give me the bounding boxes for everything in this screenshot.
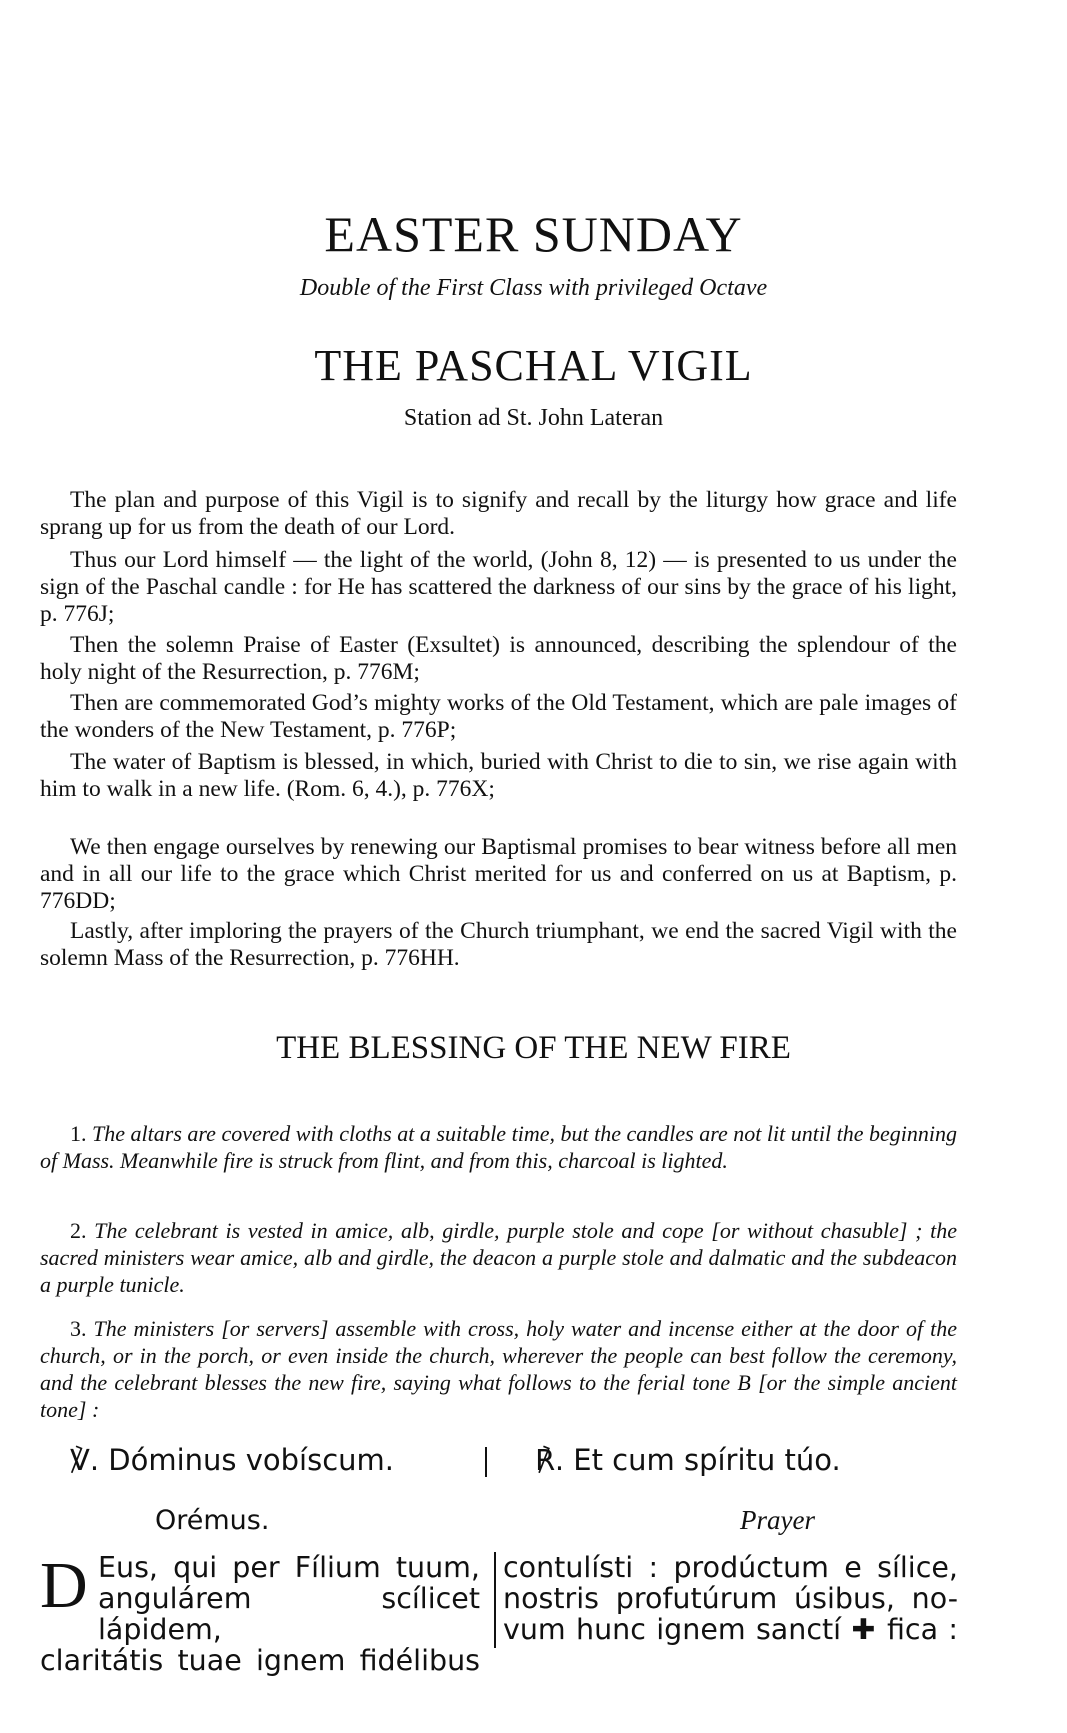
dialog-divider [485, 1447, 487, 1477]
intro-paragraph: Thus our Lord himself — the light of the world, (John 8, 12) — is presented to us under the sign of the Paschal candle : for He has scattered the darkness of our sins by the grace of his light, p. 776J; [40, 547, 957, 627]
station-line: Station ad St. John Lateran [403, 405, 664, 431]
rubric-number: 1. [70, 1121, 87, 1146]
prayer-line: Eus, qui per Fílium tuum, [98, 1551, 480, 1584]
rubric-number: 2. [70, 1218, 87, 1243]
blessing-heading: THE BLESSING OF THE NEW FIRE [276, 1030, 791, 1066]
oremus-label: Orémus. [155, 1505, 270, 1536]
prayer-left-column [40, 1549, 480, 1677]
response: ℟. Et cum spíritu túo. [535, 1443, 841, 1477]
column-divider [494, 1552, 496, 1648]
prayer-line: nostris profutúrum úsibus, no- [503, 1582, 958, 1615]
page-title: EASTER SUNDAY [324, 206, 743, 262]
prayer-label: Prayer [740, 1505, 815, 1535]
intro-paragraph: The water of Baptism is blessed, in which, buried with Christ to die to sin, we rise again with him to walk in a new life. (Rom. 6, 4.), p. 776X; [40, 749, 957, 802]
rubric-paragraph [40, 1315, 957, 1423]
intro-paragraph: The plan and purpose of this Vigil is to signify and recall by the liturgy how grace and life sprang up for us from the death of our Lord. [40, 487, 957, 540]
drop-cap: D [40, 1549, 88, 1622]
feast-rank: Double of the First Class with privileged Octave [299, 275, 768, 301]
rubric-number: 3. [70, 1316, 87, 1341]
intro-paragraph: Then the solemn Praise of Easter (Exsultet) is announced, describing the splendour of the holy night of the Resurrection, p. 776M; [40, 632, 957, 685]
intro-paragraph: We then engage ourselves by renewing our Baptismal promises to bear witness before all men and in all our life to the grace which Christ merited for us and conferred on us at Baptism, p. 776DD; [40, 834, 957, 914]
prayer-line: vum hunc ignem sanctí ✚ fica : [503, 1613, 958, 1646]
section-title: THE PASCHAL VIGIL [314, 341, 753, 390]
prayer-line: contulísti : prodúctum e sílice, [503, 1551, 958, 1584]
intro-paragraph: Then are commemorated God’s mighty works of the Old Testament, which are pale images of the wonders of the New Testament, p. 776P; [40, 690, 957, 743]
versicle: ℣. Dóminus vobíscum. [70, 1443, 395, 1477]
rubric-text: The celebrant is vested in amice, alb, girdle, purple stole and cope [or without chasuble] ; the sacred ministers wear amice, alb and girdle, the deacon a purple stole and dalmatic and the subdeacon a purple tunicle. [40, 1218, 957, 1297]
prayer-line: angulárem scílicet lápidem, [98, 1582, 480, 1646]
rubric-text: The altars are covered with cloths at a suitable time, but the candles are not lit until the beginning of Mass. Meanwhile fire is struck from flint, and from this, charcoal is lighted. [40, 1121, 958, 1173]
rubric-paragraph [40, 1217, 957, 1298]
rubric-paragraph [40, 1120, 957, 1174]
rubric-text: The ministers [or servers] assemble with cross, holy water and incense either at the door of the church, or in the porch, or even inside the church, wherever the people can best follow the ceremony, and the celebrant blesses the new fire, saying what follows to the ferial tone B [or the simple ancient tone] : [40, 1316, 957, 1422]
prayer-right-column [503, 1552, 958, 1645]
prayer-line: claritátis tuae ignem fidélibus [40, 1644, 480, 1677]
intro-paragraph: Lastly, after imploring the prayers of the Church triumphant, we end the sacred Vigil with the solemn Mass of the Resurrection, p. 776HH. [40, 918, 957, 971]
